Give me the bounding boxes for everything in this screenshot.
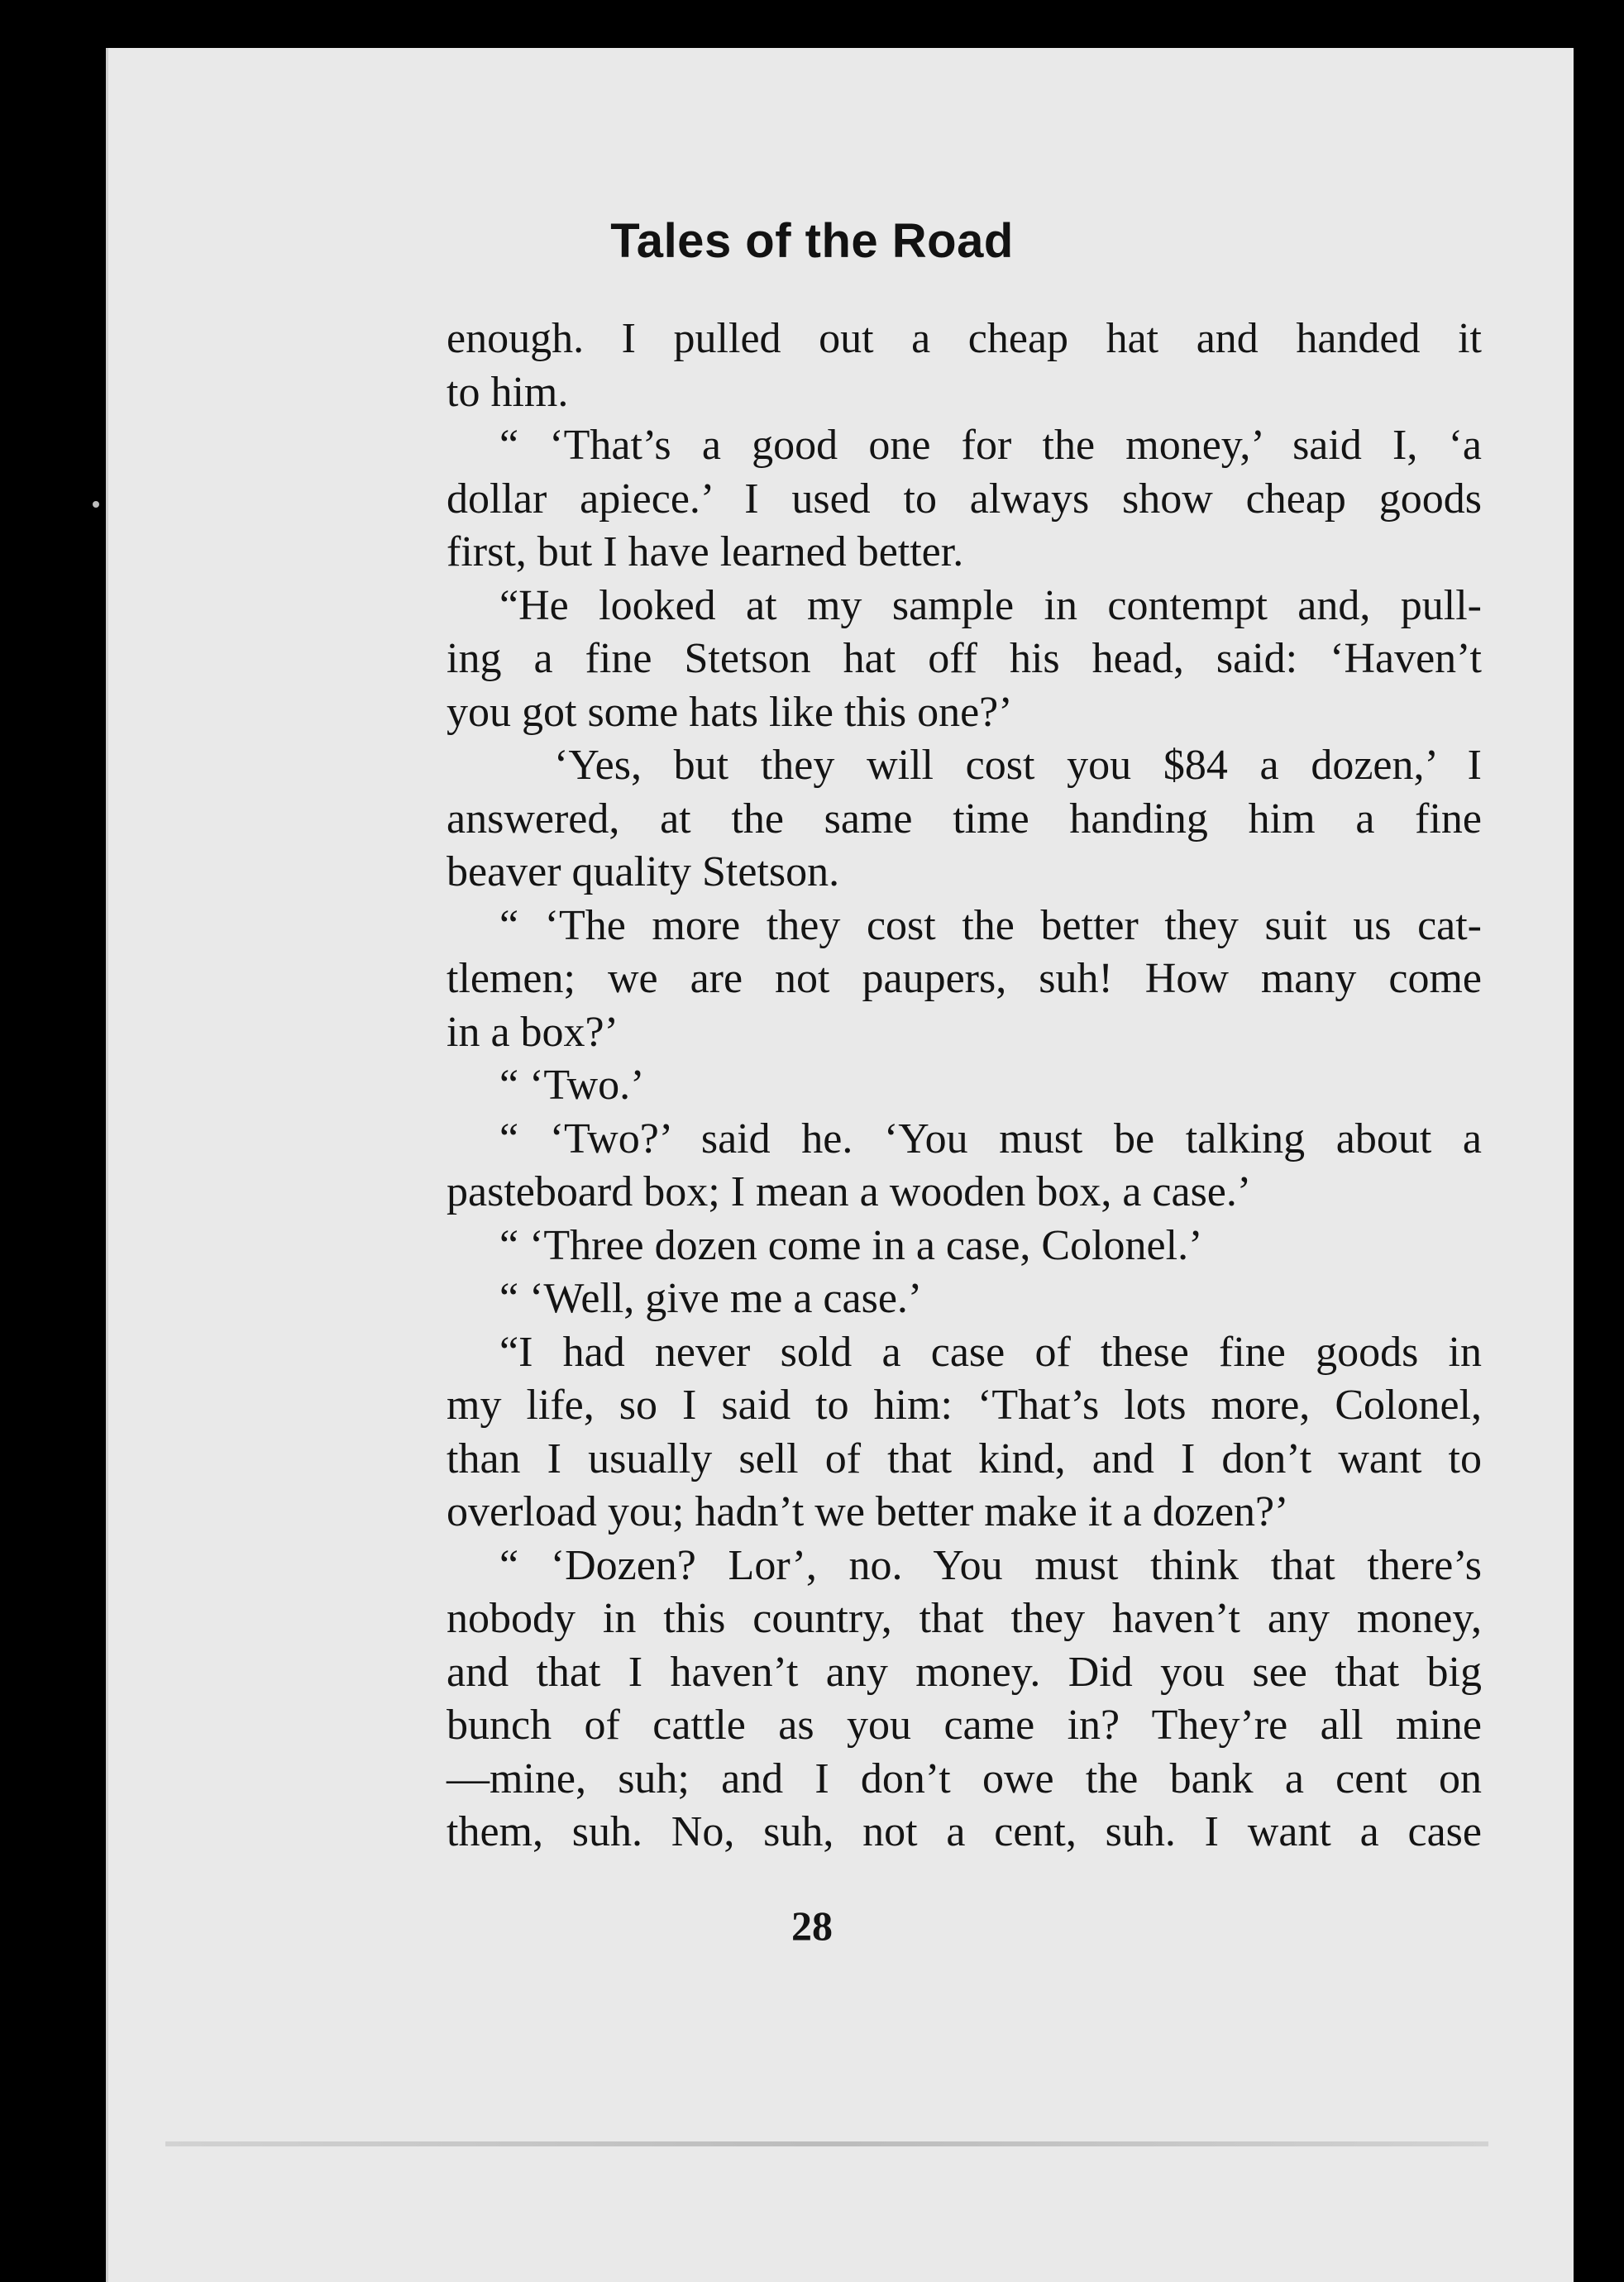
text-line: answered, at the same time handing him a fine (447, 795, 1482, 843)
text-line: beaver quality Stetson. (447, 848, 840, 895)
text-line: in a box?’ (447, 1008, 619, 1056)
text-line: “ ‘Dozen? Lor’, no. You must think that there’s (499, 1541, 1482, 1589)
text-line: “He looked at my sample in contempt and, pull- (499, 581, 1482, 629)
text-line: you got some hats like this one?’ (447, 688, 1013, 736)
text-line: —mine, suh; and I don’t owe the bank a cent on (447, 1754, 1482, 1802)
body-text (447, 313, 1482, 1859)
text-line: “ ‘Well, give me a case.’ (499, 1275, 923, 1322)
page-edge-shadow (165, 2141, 1488, 2146)
page-number: 28 (791, 1902, 833, 1949)
text-line: ‘Yes, but they will cost you $84 a dozen,’ I (554, 742, 1482, 789)
text-line: “ ‘Two.’ (499, 1062, 645, 1109)
text-line: than I usually sell of that kind, and I don’t want to (447, 1435, 1482, 1482)
text-line: bunch of cattle as you came in? They’re all mine (447, 1702, 1482, 1749)
text-line: “I had never sold a case of these fine goods in (499, 1328, 1482, 1376)
text-line: first, but I have learned better. (447, 528, 964, 575)
text-line: to him. (447, 368, 569, 416)
text-line: enough. I pulled out a cheap hat and handed it (447, 315, 1482, 362)
text-line: “ ‘Three dozen come in a case, Colonel.’ (499, 1221, 1203, 1269)
text-line: “ ‘That’s a good one for the money,’ said I, ‘a (499, 422, 1482, 469)
text-line: my life, so I said to him: ‘That’s lots more, Colonel, (447, 1382, 1482, 1429)
text-line: overload you; hadn’t we better make it a dozen?’ (447, 1488, 1289, 1535)
text-line: “ ‘The more they cost the better they suit us cat- (499, 901, 1482, 949)
text-line: “ ‘Two?’ said he. ‘You must be talking about a (499, 1115, 1482, 1162)
text-line: dollar apiece.’ I used to always show cheap goods (447, 475, 1482, 523)
running-head: Tales of the Road (610, 214, 1014, 268)
scan-speck (93, 501, 99, 508)
text-line: tlemen; we are not paupers, suh! How many come (447, 955, 1482, 1002)
text-line: and that I haven’t any money. Did you see that big (447, 1648, 1482, 1696)
text-line: ing a fine Stetson hat off his head, said: ‘Haven’t (447, 635, 1482, 682)
text-line: pasteboard box; I mean a wooden box, a case.’ (447, 1168, 1252, 1215)
text-line: them, suh. No, suh, not a cent, suh. I want a case (447, 1808, 1482, 1855)
text-line: nobody in this country, that they haven’t any money, (447, 1595, 1482, 1642)
